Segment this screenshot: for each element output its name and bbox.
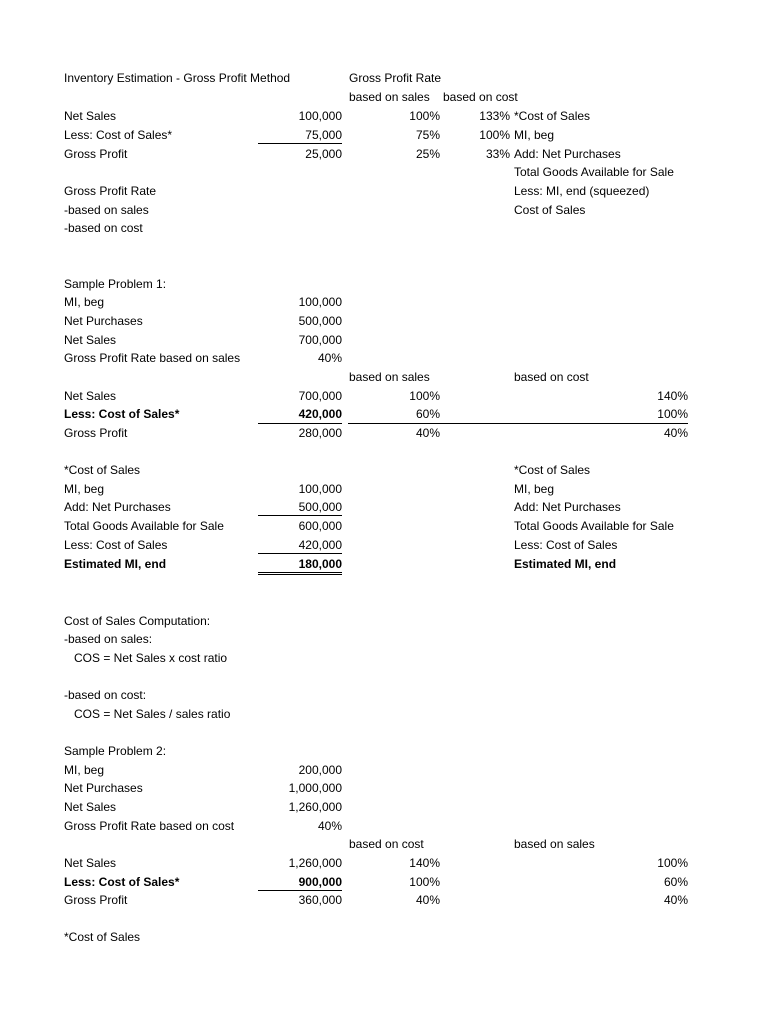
gross-profit-rate-header: Gross Profit Rate [349, 71, 442, 85]
intro-row-amount: 75,000 [258, 127, 342, 144]
problem1-cos-label: MI, beg [64, 482, 105, 496]
problem2-row-right-pct: 40% [663, 893, 688, 907]
computation-sales-formula: COS = Net Sales x cost ratio [74, 651, 228, 665]
problem1-cos-right-item: *Cost of Sales [514, 463, 591, 477]
problem1-given-label: MI, beg [64, 295, 105, 309]
problem1-given-label: Gross Profit Rate based on sales [64, 351, 241, 365]
problem1-given-value: 40% [317, 351, 342, 365]
problem2-row-label: Gross Profit [64, 893, 128, 907]
page-title: Inventory Estimation - Gross Profit Method [64, 71, 291, 85]
problem1-row-label: Less: Cost of Sales* [64, 407, 180, 421]
problem2-row-amount: 360,000 [298, 893, 342, 907]
problem2-given-label: Net Sales [64, 800, 117, 814]
intro-cos-item: *Cost of Sales [514, 109, 591, 123]
problem2-given-value: 1,000,000 [288, 781, 342, 795]
problem2-footer: *Cost of Sales [64, 930, 141, 944]
problem1-cos-value: 100,000 [298, 482, 342, 496]
problem2-row-right-pct: 100% [657, 856, 688, 870]
problem1-subtotal-line [258, 423, 342, 424]
problem2-col-right-header: based on sales [514, 837, 595, 851]
col-header-based-on-sales: based on sales [349, 90, 430, 104]
problem1-row-label: Gross Profit [64, 426, 128, 440]
intro-row-amount: 100,000 [298, 109, 342, 123]
problem2-given-value: 40% [317, 819, 342, 833]
problem1-row-label: Net Sales [64, 389, 117, 403]
problem1-given-label: Net Sales [64, 333, 117, 347]
intro-row-label: Gross Profit [64, 147, 128, 161]
problem1-row-mid-pct: 60% [415, 407, 440, 421]
problem1-pct-line [348, 423, 688, 424]
problem2-given-label: MI, beg [64, 763, 105, 777]
problem2-row-mid-pct: 40% [415, 893, 440, 907]
problem1-given-value: 500,000 [298, 314, 342, 328]
problem2-row-amount: 1,260,000 [288, 856, 342, 870]
intro-row-sales-pct: 100% [409, 109, 440, 123]
problem1-row-right-pct: 100% [657, 407, 688, 421]
col-header-based-on-cost: based on cost [443, 90, 518, 104]
problem2-row-mid-pct: 140% [409, 856, 440, 870]
gpr-list-item: Gross Profit Rate [64, 184, 157, 198]
problem1-cos-label: Estimated MI, end [64, 557, 167, 571]
problem1-cos-right-item: Total Goods Available for Sale [514, 519, 674, 533]
problem1-cos-right-item: Estimated MI, end [514, 557, 617, 571]
intro-cos-item: MI, beg [514, 128, 555, 142]
problem1-cos-label: *Cost of Sales [64, 463, 141, 477]
problem2-subtotal-line [258, 890, 342, 891]
problem1-title: Sample Problem 1: [64, 277, 167, 291]
computation-cost-formula: COS = Net Sales / sales ratio [74, 707, 231, 721]
gpr-list-item: -based on cost [64, 221, 143, 235]
intro-cos-item: Less: MI, end (squeezed) [514, 184, 650, 198]
problem2-row-label: Less: Cost of Sales* [64, 875, 180, 889]
problem1-cos-value: 180,000 [258, 556, 342, 575]
problem1-row-amount: 280,000 [298, 426, 342, 440]
problem2-col-mid-header: based on cost [349, 837, 424, 851]
problem2-given-value: 1,260,000 [288, 800, 342, 814]
problem1-row-right-pct: 140% [657, 389, 688, 403]
problem2-row-label: Net Sales [64, 856, 117, 870]
problem1-cos-value: 500,000 [258, 499, 342, 516]
intro-row-cost-pct: 33% [485, 147, 510, 161]
problem1-cos-label: Total Goods Available for Sale [64, 519, 224, 533]
problem1-given-label: Net Purchases [64, 314, 143, 328]
problem1-row-mid-pct: 40% [415, 426, 440, 440]
intro-row-sales-pct: 25% [415, 147, 440, 161]
problem2-given-label: Gross Profit Rate based on cost [64, 819, 235, 833]
problem1-cos-value: 420,000 [258, 537, 342, 554]
computation-cost-label: -based on cost: [64, 688, 147, 702]
problem2-given-value: 200,000 [298, 763, 342, 777]
computation-title: Cost of Sales Computation: [64, 614, 211, 628]
computation-sales-label: -based on sales: [64, 632, 153, 646]
intro-row-cost-pct: 133% [479, 109, 510, 123]
problem1-cos-label: Add: Net Purchases [64, 500, 171, 514]
problem2-row-mid-pct: 100% [409, 875, 440, 889]
problem2-row-amount: 900,000 [298, 875, 342, 889]
problem1-row-right-pct: 40% [663, 426, 688, 440]
intro-row-label: Net Sales [64, 109, 117, 123]
intro-cos-item: Cost of Sales [514, 203, 586, 217]
intro-row-cost-pct: 100% [479, 128, 510, 142]
intro-row-amount: 25,000 [305, 147, 342, 161]
intro-row-label: Less: Cost of Sales* [64, 128, 173, 142]
intro-cos-item: Total Goods Available for Sale [514, 165, 674, 179]
problem1-row-amount: 700,000 [298, 389, 342, 403]
problem1-col-right-header: based on cost [514, 370, 589, 384]
problem1-col-mid-header: based on sales [349, 370, 430, 384]
problem1-cos-value: 600,000 [298, 519, 342, 533]
problem1-given-value: 700,000 [298, 333, 342, 347]
problem1-cos-right-item: MI, beg [514, 482, 555, 496]
problem1-cos-right-item: Less: Cost of Sales [514, 538, 618, 552]
problem2-row-right-pct: 60% [663, 875, 688, 889]
gpr-list-item: -based on sales [64, 203, 149, 217]
intro-cos-item: Add: Net Purchases [514, 147, 621, 161]
problem2-title: Sample Problem 2: [64, 744, 167, 758]
intro-row-sales-pct: 75% [415, 128, 440, 142]
problem1-cos-right-item: Add: Net Purchases [514, 500, 621, 514]
problem1-given-value: 100,000 [298, 295, 342, 309]
problem2-given-label: Net Purchases [64, 781, 143, 795]
problem1-row-amount: 420,000 [298, 407, 342, 421]
problem1-row-mid-pct: 100% [409, 389, 440, 403]
problem1-cos-label: Less: Cost of Sales [64, 538, 168, 552]
